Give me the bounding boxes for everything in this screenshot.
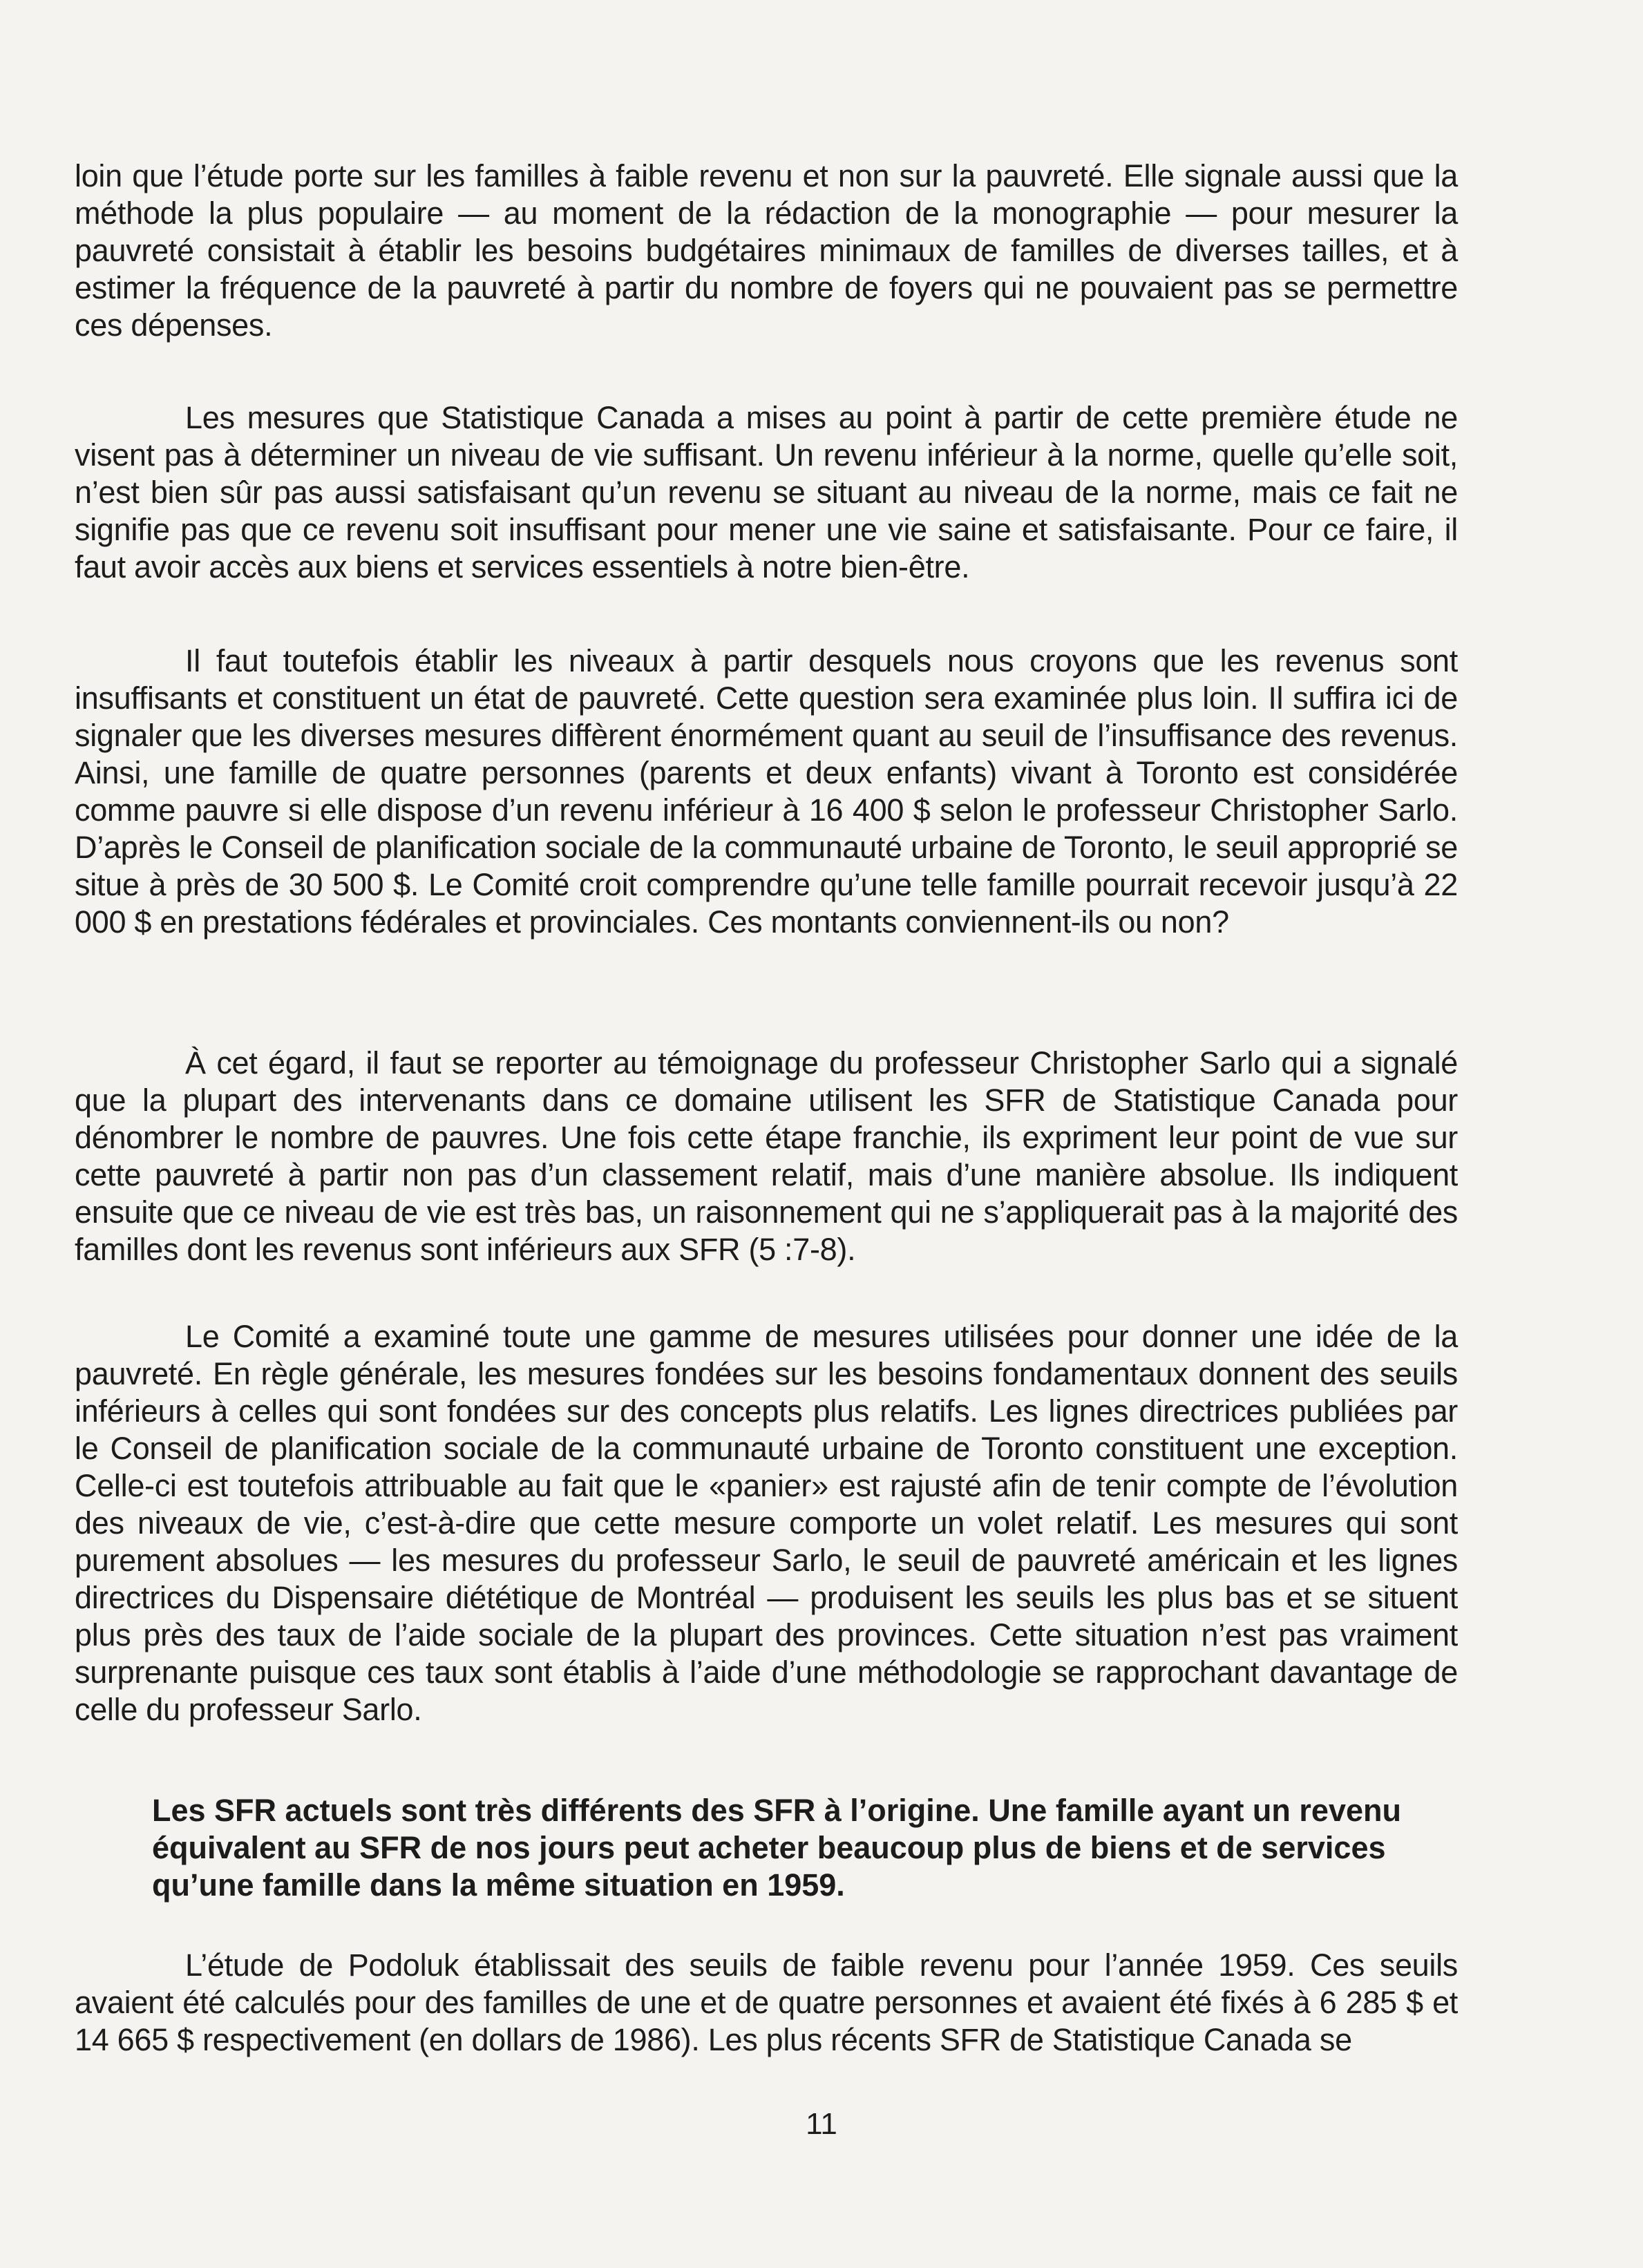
paragraph-continuation: loin que l’étude porte sur les familles à faible revenu et non sur la pauvreté. Elle signale aussi que la méthode la plus populaire — au moment de la rédaction de la monographie — pour mesurer la pauvreté consistait à établir les besoins budgétaires minimaux de familles de diverses tailles, et à estimer la fréquence de la pauvreté à partir du nombre de foyers qui ne pouvaient pas se permettre ces dépenses.: [75, 158, 1458, 343]
paragraph-committee-review: Le Comité a examiné toute une gamme de mesures utilisées pour donner une idée de la pauvreté. En règle générale, les mesures fondées sur les besoins fondamentaux donnent des seuils inférieurs à celles qui sont fondées sur des concepts plus relatifs. Les lignes directrices publiées par le Conseil de planification sociale de la communauté urbaine de Toronto constituent une exception. Celle-ci est toutefois attribuable au fait que le «panier» est rajusté afin de tenir compte de l’évolution des niveaux de vie, c’est-à-dire que cette mesure comporte un volet relatif. Les mesures qui sont purement absolues — les mesures du professeur Sarlo, le seuil de pauvreté américain et les lignes directrices du Dispensaire diététique de Montréal — produisent les seuils les plus bas et se situent plus près des taux de l’aide sociale de la plupart des provinces. Cette situation n’est pas vraiment surprenante puisque ces taux sont établis à l’aide d’une méthodologie se rapprochant davantage de celle du professeur Sarlo.: [75, 1319, 1458, 1727]
paragraph-podoluk-study: L’étude de Podoluk établissait des seuils de faible revenu pour l’année 1959. Ces seuils avaient été calculés pour des familles de une et de quatre personnes et avaient été fixés à 6 285 $ et 14 665 $ respectivement (en dollars de 1986). Les plus récents SFR de Statistique Canada se: [75, 1947, 1458, 2057]
paragraph-statcan-measures: Les mesures que Statistique Canada a mises au point à partir de cette première étude ne visent pas à déterminer un niveau de vie suffisant. Un revenu inférieur à la norme, quelle qu’elle soit, n’est bien sûr pas aussi satisfaisant qu’un revenu se situant au niveau de la norme, mais ce fait ne signifie pas que ce revenu soit insuffisant pour mener une vie saine et satisfaisante. Pour ce faire, il faut avoir accès aux biens et services essentiels à notre bien-être.: [75, 400, 1458, 584]
highlighted-finding: Les SFR actuels sont très différents des SFR à l’origine. Une famille ayant un revenu équivalent au SFR de nos jours peut acheter beaucoup plus de biens et de services qu’une famille dans la même situation en 1959.: [152, 1793, 1401, 1903]
paragraph-poverty-thresholds: Il faut toutefois établir les niveaux à partir desquels nous croyons que les revenus sont insuffisants et constituent un état de pauvreté. Cette question sera examinée plus loin. Il suffira ici de signaler que les diverses mesures diffèrent énormément quant au seuil de l’insuffisance des revenus. Ainsi, une famille de quatre personnes (parents et deux enfants) vivant à Toronto est considérée comme pauvre si elle dispose d’un revenu inférieur à 16 400 $ selon le professeur Christopher Sarlo. D’après le Conseil de planification sociale de la communauté urbaine de Toronto, le seuil approprié se situe à près de 30 500 $. Le Comité croit comprendre qu’une telle famille pourrait recevoir jusqu’à 22 000 $ en prestations fédérales et provinciales. Ces montants conviennent-ils ou non?: [75, 643, 1458, 940]
page-number: 11: [806, 2107, 837, 2141]
paragraph-sarlo-testimony: À cet égard, il faut se reporter au témoignage du professeur Christopher Sarlo qui a signalé que la plupart des intervenants dans ce domaine utilisent les SFR de Statistique Canada pour dénombrer le nombre de pauvres. Une fois cette étape franchie, ils expriment leur point de vue sur cette pauvreté à partir non pas d’un classement relatif, mais d’une manière absolue. Ils indiquent ensuite que ce niveau de vie est très bas, un raisonnement qui ne s’appliquerait pas à la majorité des familles dont les revenus sont inférieurs aux SFR (5 :7-8).: [75, 1045, 1458, 1267]
